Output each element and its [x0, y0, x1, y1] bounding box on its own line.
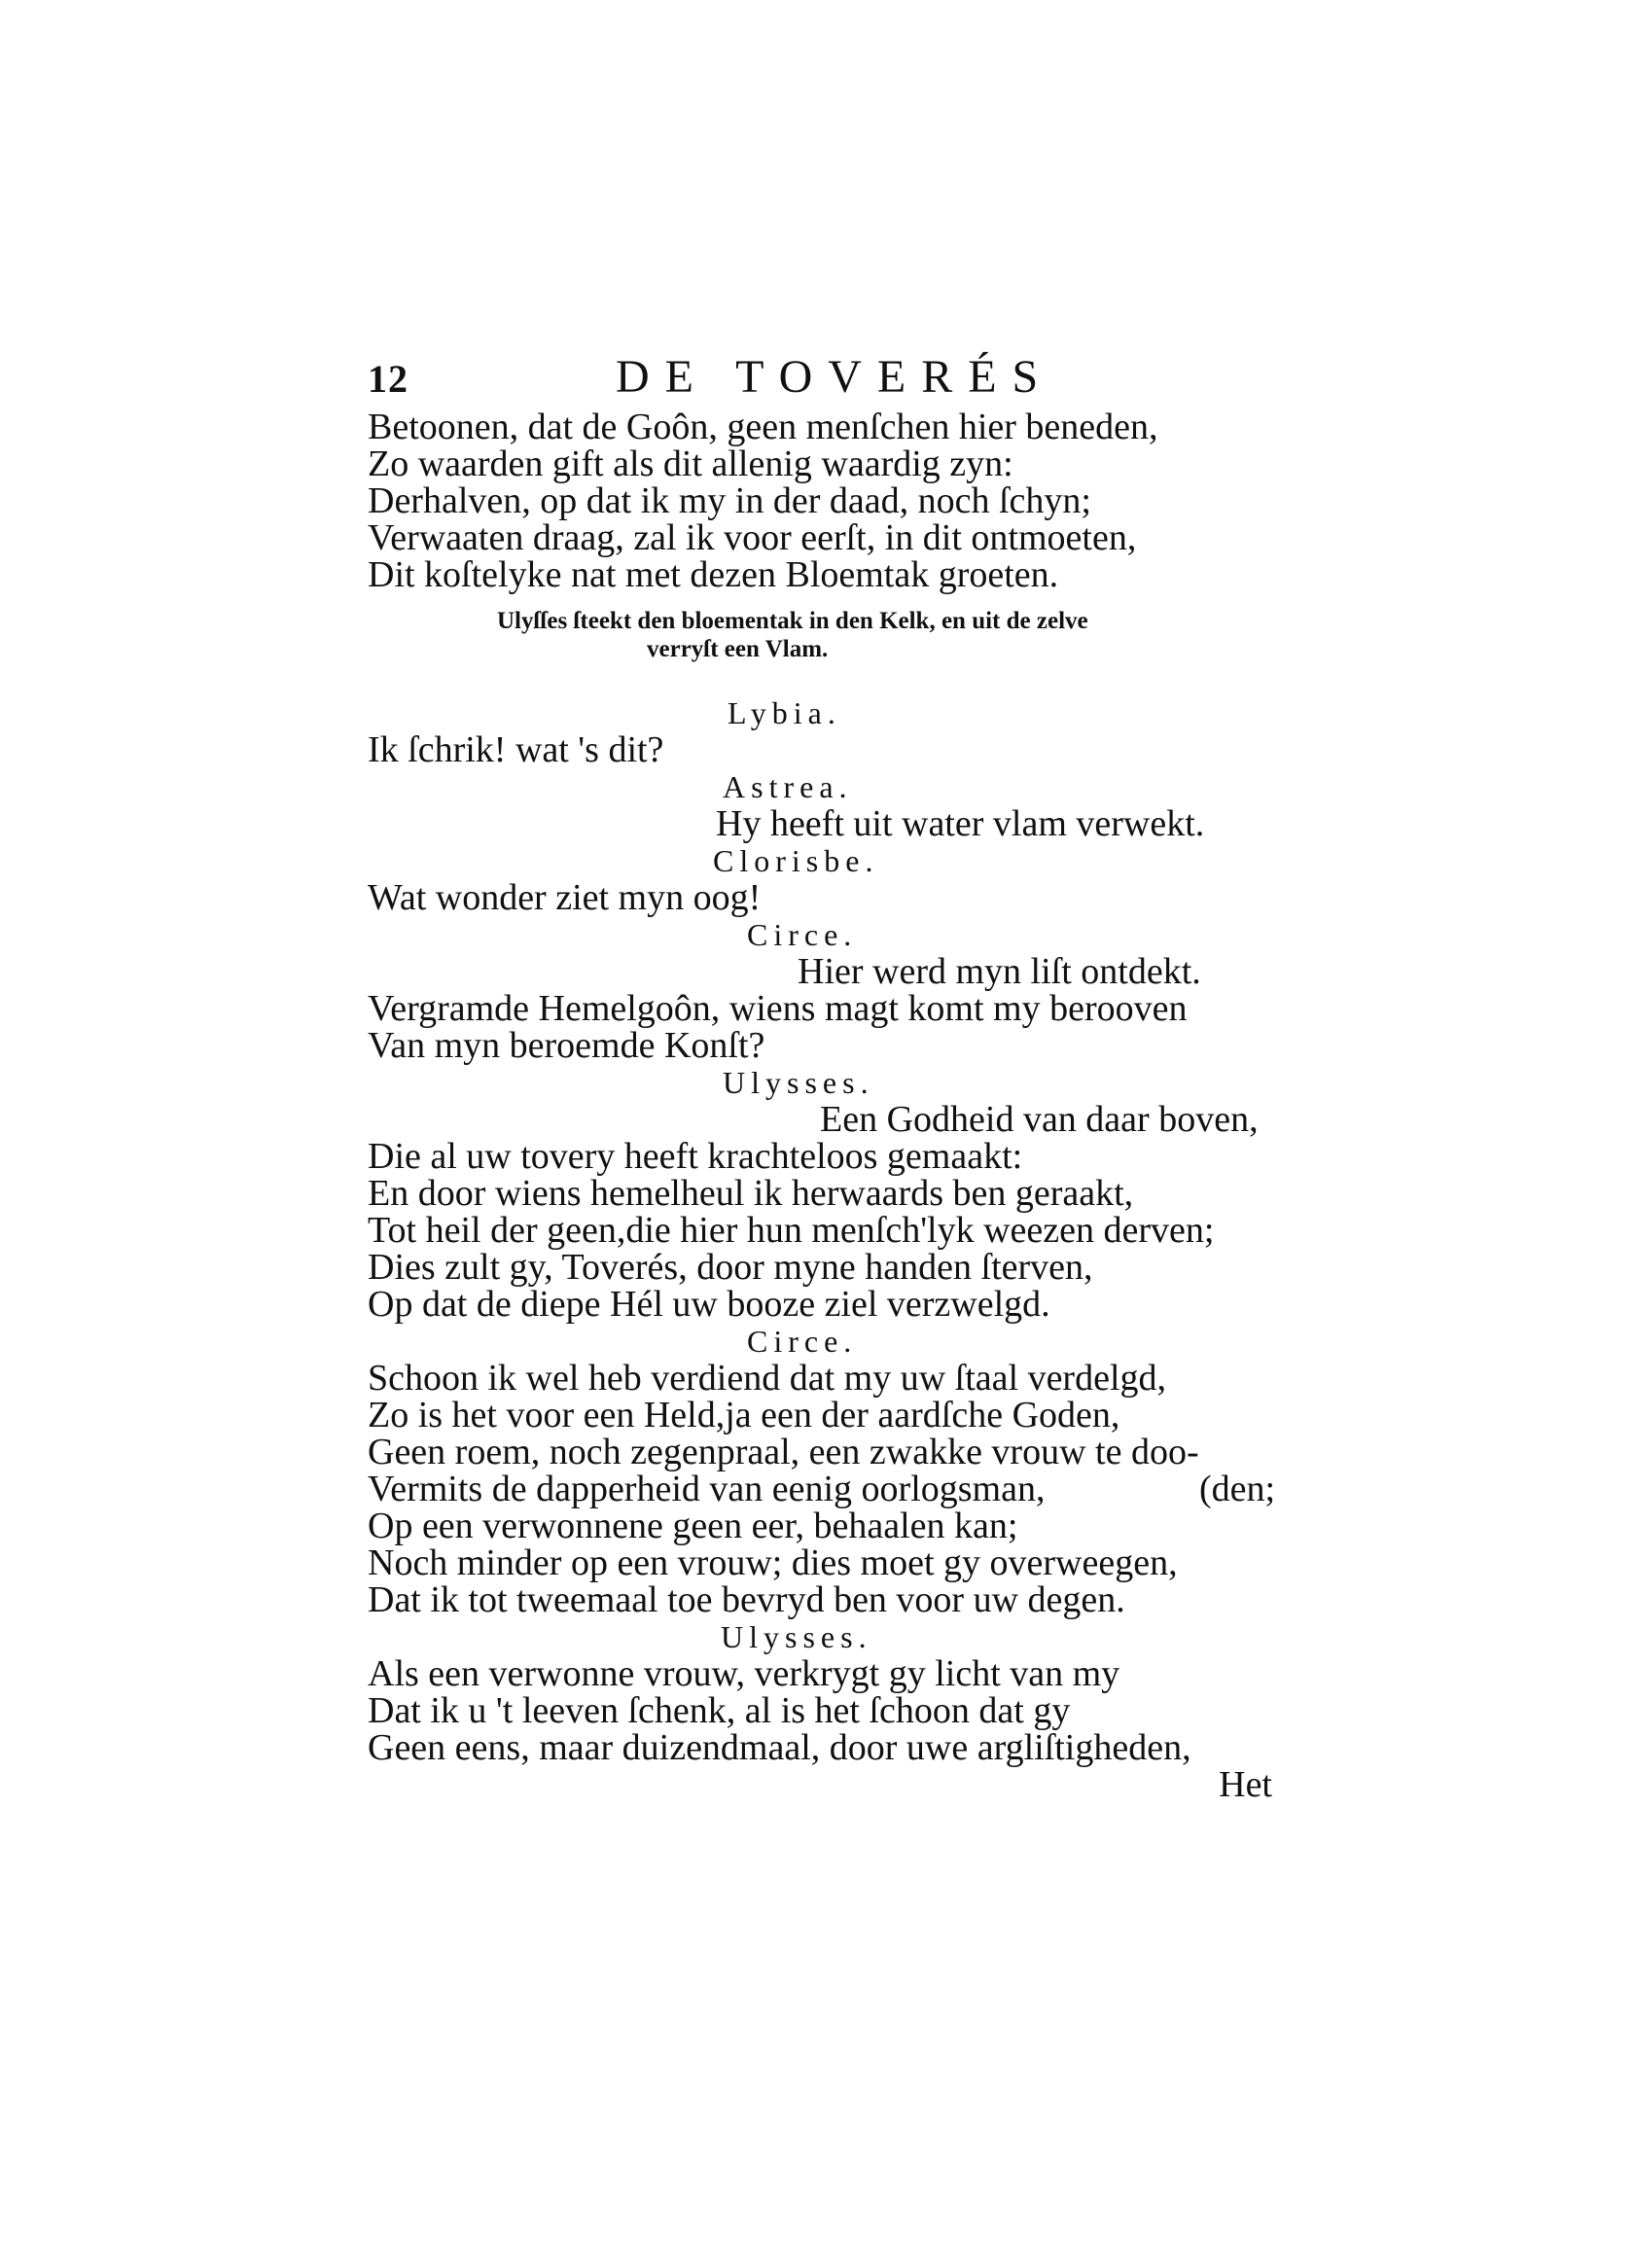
verse-line: Vergramde Hemelgoôn, wiens magt komt my berooven [368, 988, 1188, 1029]
speaker-name: Lybia. [728, 695, 841, 730]
page-header [368, 350, 1068, 408]
verse-line: Hier werd myn liſt ontdekt. [798, 951, 1201, 992]
verse-line: Dies zult gy, Toverés, door myne handen ſterven, [368, 1247, 1093, 1288]
verse-line: Op een verwonnene geen eer, behaalen kan; [368, 1506, 1018, 1546]
verse-line-text: Vermits de dapperheid van eenig oorlogsman, [368, 1469, 1046, 1509]
verse-line: Wat wonder ziet myn oog! [368, 877, 762, 918]
speaker-name: Ulysses. [721, 1619, 872, 1654]
running-title: DE TOVERÉS [616, 351, 1054, 403]
speaker-name: Circe. [747, 917, 858, 952]
verse-line: Verwaaten draag, zal ik voor eerſt, in dit ontmoeten, [368, 517, 1137, 558]
verse-line: En door wiens hemelheul ik herwaards ben geraakt, [368, 1173, 1134, 1214]
verse-line-with-turnover [368, 1471, 1301, 1507]
verse-line: Derhalven, op dat ik my in der daad, noch ſchyn; [368, 480, 1091, 521]
stage-direction: Ulyſſes ſteekt den bloementak in den Kelk, en uit de zelve [497, 608, 1088, 634]
verse-line: Ik ſchrik! wat 's dit? [368, 729, 664, 770]
verse-line: Noch minder op een vrouw; dies moet gy overweegen, [368, 1542, 1178, 1583]
speaker-name: Ulysses. [723, 1065, 874, 1100]
verse-line: Van myn beroemde Konſt? [368, 1025, 765, 1066]
verse-line: Geen roem, noch zegenpraal, een zwakke vrouw te doo- [368, 1432, 1199, 1472]
verse-line: Als een verwonne vrouw, verkrygt gy licht van my [368, 1653, 1120, 1694]
catchword: Het [1219, 1764, 1272, 1805]
verse-line: Tot heil der geen,die hier hun menſch'lyk weezen derven; [368, 1210, 1215, 1251]
verse-line: Hy heeft uit water vlam verwekt. [716, 803, 1205, 844]
verse-line: Schoon ik wel heb verdiend dat my uw ſtaal verdelgd, [368, 1358, 1167, 1399]
verse-text [368, 408, 1301, 1803]
stage-direction: verryſt een Vlam. [647, 636, 829, 662]
verse-line: Die al uw tovery heeft krachteloos gemaakt: [368, 1136, 1023, 1177]
turnover-text: (den; [1199, 1469, 1276, 1509]
verse-line: Zo is het voor een Held,ja een der aardſche Goden, [368, 1395, 1120, 1435]
verse-line: Dat ik u 't leeven ſchenk, al is het ſchoon dat gy [368, 1690, 1071, 1731]
verse-line: Betoonen, dat de Goôn, geen menſchen hier beneden, [368, 407, 1158, 447]
verse-line: Zo waarden gift als dit allenig waardig zyn: [368, 443, 1013, 484]
verse-line: Een Godheid van daar boven, [820, 1099, 1259, 1140]
speaker-name: Astrea. [723, 769, 853, 804]
verse-line: Dit koſtelyke nat met dezen Bloemtak groeten. [368, 554, 1059, 595]
verse-line: Geen eens, maar duizendmaal, door uwe argliſtigheden, [368, 1727, 1191, 1768]
speaker-name: Clorisbe. [713, 843, 879, 878]
page-number: 12 [368, 357, 408, 401]
verse-line: Dat ik tot tweemaal toe bevryd ben voor uw degen. [368, 1579, 1125, 1620]
speaker-name: Circe. [747, 1324, 858, 1359]
verse-line: Op dat de diepe Hél uw booze ziel verzwelgd. [368, 1284, 1050, 1325]
